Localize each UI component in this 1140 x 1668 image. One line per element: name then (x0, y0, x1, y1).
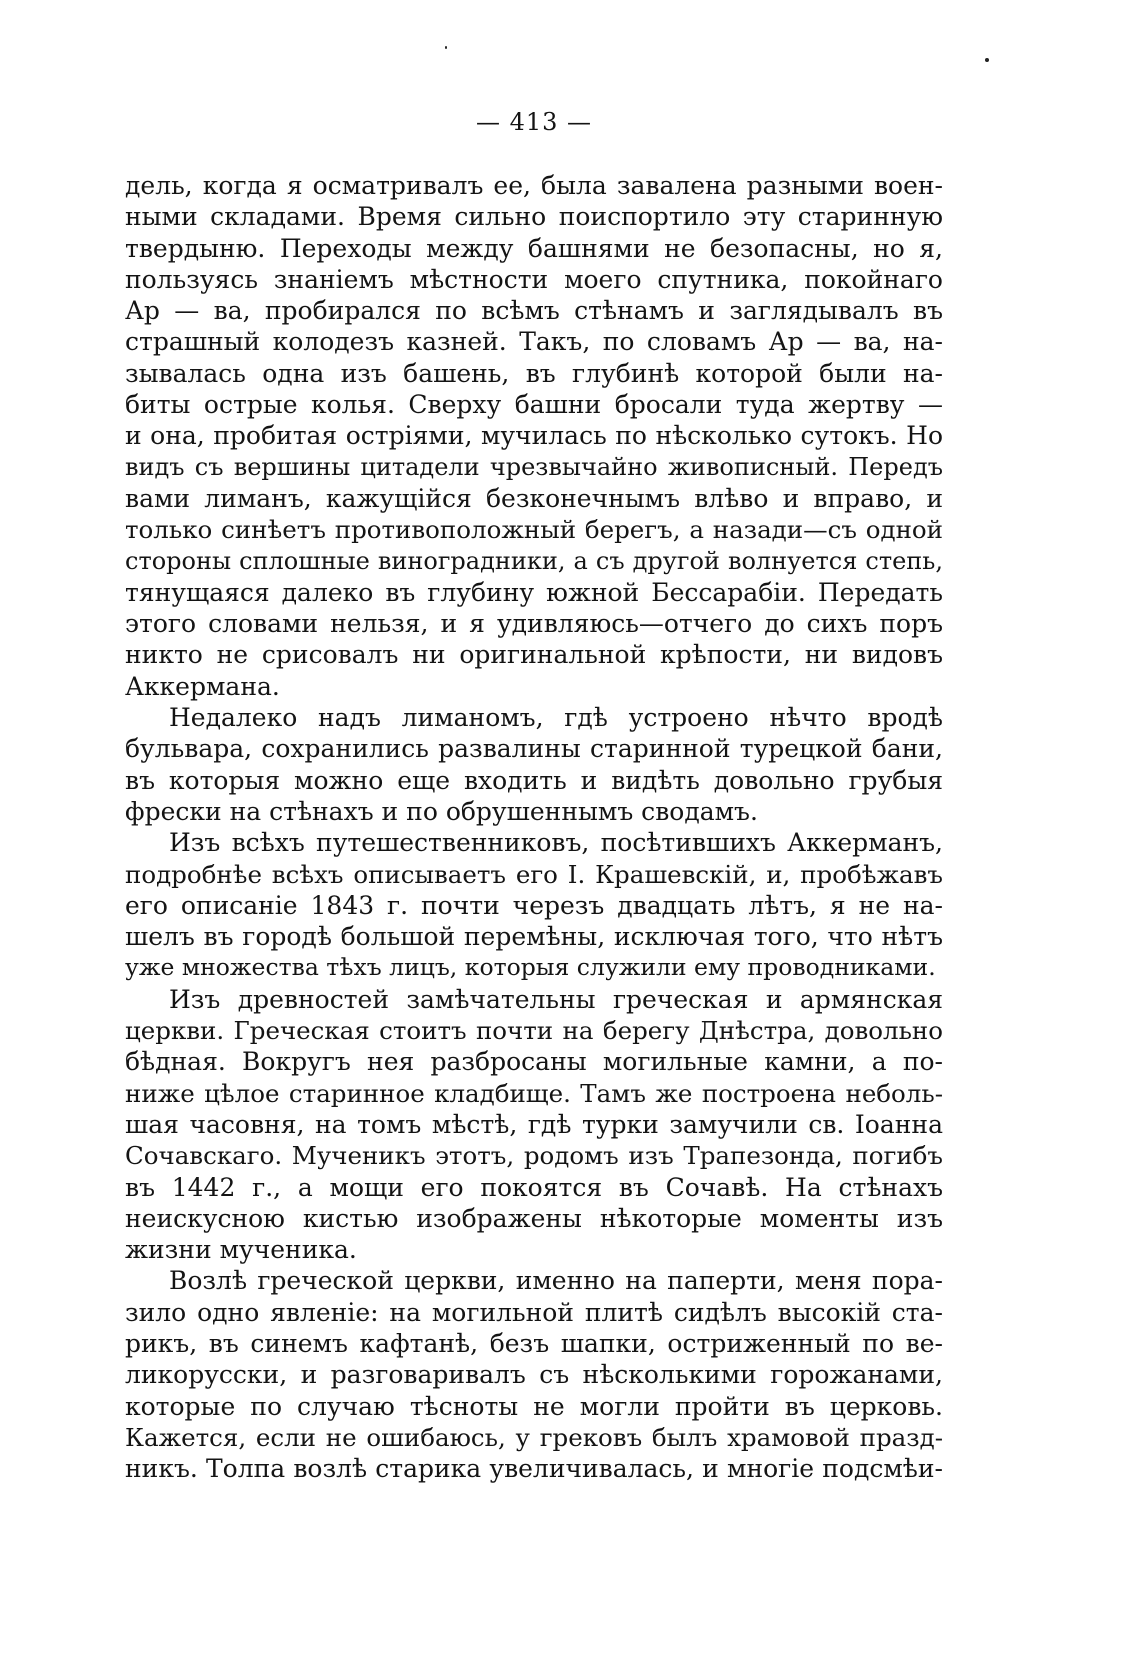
text-line: шелъ въ городѣ большой перемѣны, исключая того, что нѣтъ (125, 922, 943, 952)
text-line: его описаніе 1843 г. почти черезъ двадцать лѣтъ, я не на- (125, 890, 943, 920)
text-line: шая часовня, на томъ мѣстѣ, гдѣ турки замучили св. Іоанна (125, 1109, 943, 1139)
text-line: вами лиманъ, кажущійся безконечнымъ влѣво и вправо, и (125, 483, 943, 513)
ink-speck (985, 58, 989, 62)
page-number: — 413 — (475, 108, 593, 136)
text-line: Аккермана. (125, 671, 280, 701)
text-line: ниже цѣлое старинное кладбище. Тамъ же построена неболь- (125, 1078, 943, 1108)
text-line: подробнѣе всѣхъ описываетъ его І. Крашевскій, и, пробѣжавъ (125, 859, 943, 889)
text-line: Возлѣ греческой церкви, именно на паперти, меня пора- (169, 1266, 943, 1296)
text-line: Изъ всѣхъ путешественниковъ, посѣтившихъ Аккерманъ, (169, 828, 943, 858)
paragraph-4 (125, 984, 943, 1266)
text-line: въ 1442 г., а мощи его покоятся въ Сочавѣ. На стѣнахъ (125, 1172, 943, 1202)
paragraph-1 (125, 170, 943, 702)
text-line: зывалась одна изъ башень, въ глубинѣ которой были на- (125, 358, 943, 388)
ink-speck (445, 46, 447, 49)
text-line: Изъ древностей замѣчательны греческая и армянская (169, 984, 943, 1014)
text-line: только синѣетъ противоположный берегъ, а назади—съ одной (125, 515, 943, 545)
body-text (125, 170, 943, 1484)
paragraph-2 (125, 702, 943, 827)
text-line: жизни мученика. (125, 1235, 357, 1265)
text-line: страшный колодезъ казней. Такъ, по словамъ Ар — ва, на- (125, 327, 943, 357)
text-line: бульвара, сохранились развалины старинной турецкой бани, (125, 734, 943, 764)
text-line: фрески на стѣнахъ и по обрушеннымъ сводамъ. (125, 796, 758, 826)
paragraph-3 (125, 827, 943, 983)
text-line: твердыню. Переходы между башнями не безопасны, но я, (125, 233, 943, 263)
text-line: которые по случаю тѣсноты не могли пройти въ церковь. (125, 1391, 943, 1421)
text-line: ликорусски, и разговаривалъ съ нѣсколькими горожанами, (125, 1360, 943, 1390)
text-line: никъ. Толпа возлѣ старика увеличивалась, и многіе подсмѣи- (125, 1454, 943, 1484)
text-line: бѣдная. Вокругъ нея разбросаны могильные камни, а по- (125, 1047, 943, 1077)
text-line: неискусною кистью изображены нѣкоторые моменты изъ (125, 1203, 943, 1233)
text-line: церкви. Греческая стоитъ почти на берегу Днѣстра, довольно (125, 1016, 943, 1046)
text-line: этого словами нельзя, и я удивляюсь—отчего до сихъ поръ (125, 609, 943, 639)
text-line: уже множества тѣхъ лицъ, которыя служили ему проводниками. (125, 953, 936, 982)
text-line: Недалеко надъ лиманомъ, гдѣ устроено нѣчто вродѣ (169, 703, 943, 733)
paragraph-5 (125, 1265, 943, 1484)
text-line: въ которыя можно еще входить и видѣть довольно грубыя (125, 765, 943, 795)
text-line: рикъ, въ синемъ кафтанѣ, безъ шапки, остриженный по ве- (125, 1328, 943, 1358)
text-line: Кажется, если не ошибаюсь, у грековъ былъ храмовой празд- (125, 1422, 943, 1452)
text-line: ными складами. Время сильно поиспортило эту старинную (125, 202, 943, 232)
text-line: пользуясь знаніемъ мѣстности моего спутника, покойнаго (125, 264, 943, 294)
text-line: стороны сплошные виноградники, а съ другой волнуется степь, (125, 546, 943, 575)
text-line: тянущаяся далеко въ глубину южной Бессарабіи. Передать (125, 577, 943, 607)
text-line: видъ съ вершины цитадели чрезвычайно живописный. Передъ (125, 452, 943, 481)
text-line: Сочавскаго. Мученикъ этотъ, родомъ изъ Трапезонда, погибъ (125, 1141, 943, 1171)
text-line: биты острые колья. Сверху башни бросали туда жертву — (125, 390, 943, 420)
text-line: дель, когда я осматривалъ ее, была завалена разными воен- (125, 171, 943, 200)
text-line: никто не срисовалъ ни оригинальной крѣпости, ни видовъ (125, 640, 943, 670)
text-line: Ар — ва, пробирался по всѣмъ стѣнамъ и заглядывалъ въ (125, 296, 943, 326)
text-line: и она, пробитая остріями, мучилась по нѣсколько сутокъ. Но (125, 421, 943, 451)
text-line: зило одно явленіе: на могильной плитѣ сидѣлъ высокій ста- (125, 1297, 943, 1327)
